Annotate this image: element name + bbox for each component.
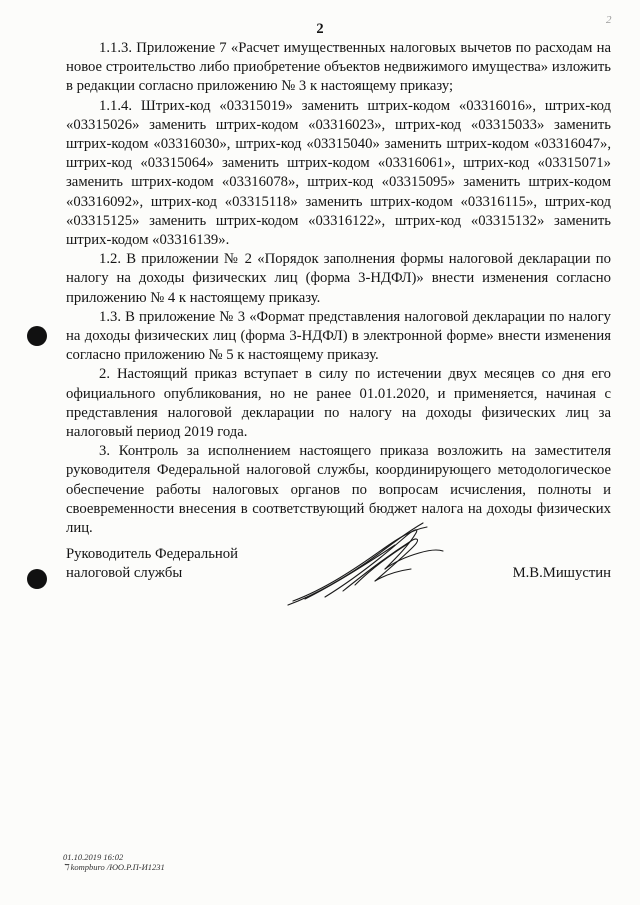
footer-datetime: 01.10.2019 16:02 [63,852,124,862]
paragraph-2: 2. Настоящий приказ вступает в силу по истечении двух месяцев со дня его официального опубликования, но не ранее 01.01.2020, и применяется, начиная с представления налоговой декларации по налогу на доходы физических лиц за налоговый период 2019 года. [66,366,611,441]
document-body [66,39,611,538]
paragraph-3: 3. Контроль за исполнением настоящего приказа возложить на заместителя руководителя Федеральной налоговой службы, координирующего методологическое обеспечение работы налоговых органов по вопросам исчисления, полноты и своевременности внесения в соответствующий бюджет налога на доходы физических лиц. [66,443,611,537]
paragraph-1-1-4: 1.1.4. Штрих-код «03315019» заменить штрих-кодом «03316016», штрих-код «03315026» заменить штрих-кодом «03316023», штрих-код «03315033» заменить штрих-кодом «03316030», штрих-код «03315040» заменить штрих-кодом «03316047», штрих-код «03315064» заменить штрих-кодом «03316061», штрих-код «03315071» заменить штрих-кодом «03316078», штрих-код «03315095» заменить штрих-кодом «03316092», штрих-код «03315118» заменить штрих-кодом «03316115», штрих-код «03315125» заменить штрих-кодом «03316122», штрих-код «03315132» заменить штрих-кодом «03316139». [66,97,611,249]
paragraph-1-1-3: 1.1.3. Приложение 7 «Расчет имущественных налоговых вычетов по расходам на новое строительство либо приобретение объектов недвижимого имущества» изложить в редакции согласно приложению № 3 к настоящему приказу; [66,40,611,95]
signer-title-line-1: Руководитель Федеральной [66,546,238,562]
scan-footer-stamp [63,852,165,872]
punch-hole-bottom [27,569,47,589]
handwritten-signature [285,519,445,609]
corner-page-mark: 2 [606,14,612,26]
signer-title-line-2: налоговой службы [66,565,183,581]
page-number: 2 [316,21,324,37]
footer-file-reference: ℸ kompburo /ЮО.Р.П-И1231 [63,862,165,872]
paragraph-1-2: 1.2. В приложении № 2 «Порядок заполнения формы налоговой декларации по налогу на доходы физических лиц (форма 3-НДФЛ)» внести изменения согласно приложению № 4 к настоящему приказу. [66,251,611,306]
paragraph-1-3: 1.3. В приложение № 3 «Формат представления налоговой декларации по налогу на доходы физических лиц (форма 3-НДФЛ) в электронной форме» внести изменения согласно приложению № 5 к настоящему приказу. [66,308,611,364]
signer-name: М.В.Мишустин [512,565,611,581]
punch-hole-top [27,326,47,346]
